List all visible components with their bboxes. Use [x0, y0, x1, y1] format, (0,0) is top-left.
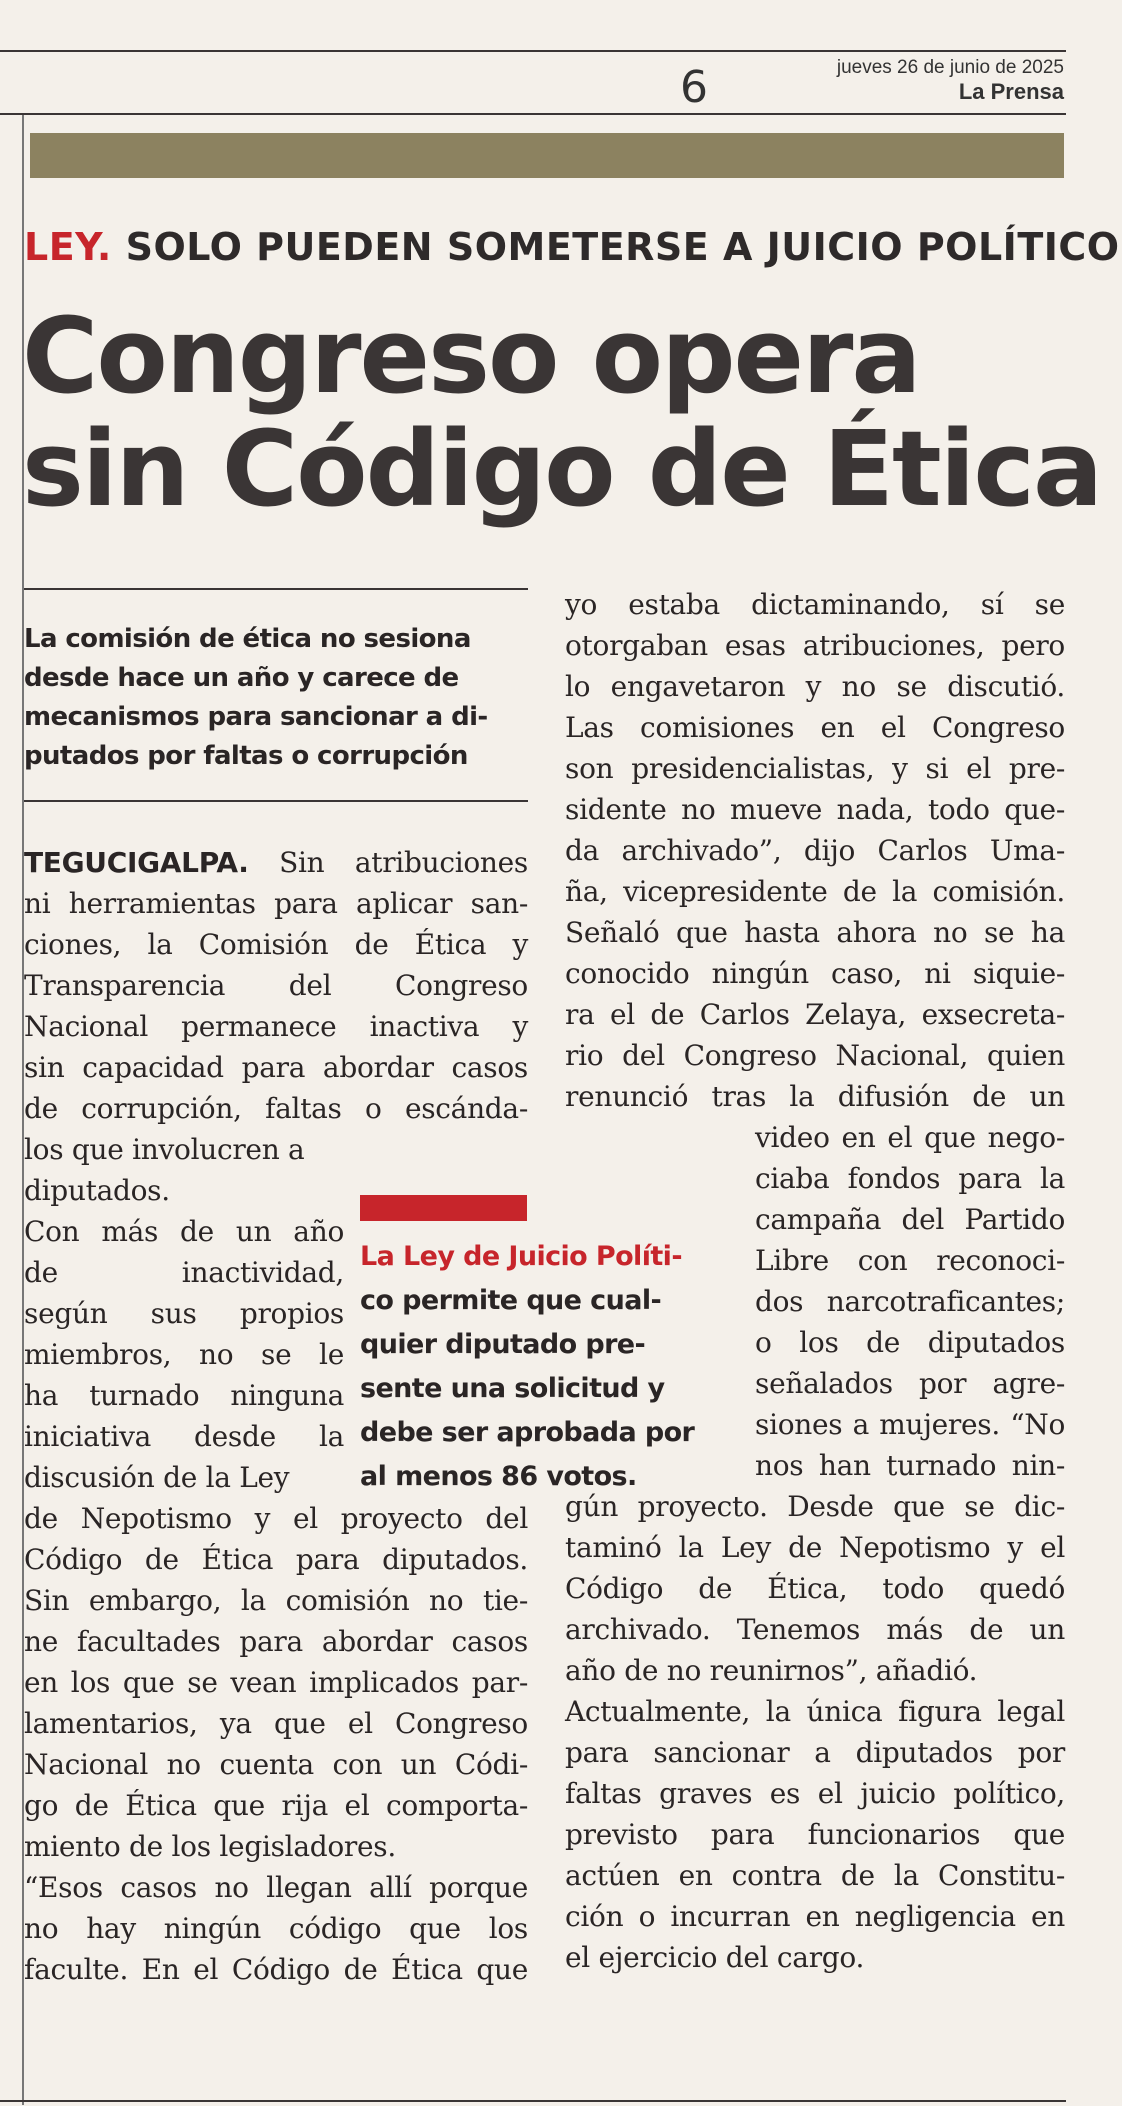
- header-top-rule: [0, 50, 1066, 52]
- dateline: TEGUCIGALPA.: [24, 846, 249, 879]
- body-line: sidente no mueve nada, todo que-: [565, 793, 1065, 826]
- body-line: siones a mujeres. “No: [755, 1408, 1065, 1441]
- body-line: de Nepotismo y el proyecto del: [24, 1502, 528, 1535]
- body-line: TEGUCIGALPA. Sin atribuciones: [24, 846, 528, 879]
- body-line: Actualmente, la única figura legal: [565, 1695, 1065, 1728]
- body-line: Señaló que hasta ahora no se ha: [565, 916, 1065, 949]
- body-line: para sancionar a diputados por: [565, 1736, 1065, 1769]
- pull-quote-highlight: La Ley de Juicio Políti-: [360, 1241, 682, 1272]
- lead-line: La comisión de ética no sesiona: [24, 624, 471, 654]
- body-line: faltas graves es el juicio político,: [565, 1777, 1065, 1810]
- section-color-band: [30, 133, 1064, 178]
- body-line: sin capacidad para abordar casos: [24, 1051, 528, 1084]
- body-line: según sus propios: [24, 1297, 344, 1330]
- issue-date: jueves 26 de junio de 2025: [836, 57, 1064, 78]
- body-line: en los que se vean implicados par-: [24, 1666, 528, 1699]
- paper-name: La Prensa: [958, 79, 1064, 104]
- body-line: diputados.: [24, 1174, 170, 1207]
- body-line: gún proyecto. Desde que se dic-: [565, 1490, 1065, 1523]
- body-line: rio del Congreso Nacional, quien: [565, 1039, 1065, 1072]
- body-line: yo estaba dictaminando, sí se: [565, 588, 1065, 621]
- footer-rule: [0, 2100, 1066, 2102]
- body-line: son presidencialistas, y si el pre-: [565, 752, 1065, 785]
- headline-line-2: sin Código de Ética: [22, 408, 1102, 530]
- body-line: otorgaban esas atribuciones, pero: [565, 629, 1065, 662]
- body-line: campaña del Partido: [755, 1203, 1065, 1236]
- body-line: el ejercicio del cargo.: [565, 1941, 865, 1974]
- headline-line-1: Congreso opera: [22, 295, 920, 417]
- body-line: ha turnado ninguna: [24, 1379, 344, 1412]
- body-line: “Esos casos no llegan allí porque: [24, 1871, 528, 1904]
- body-line: actúen en contra de la Constitu-: [565, 1859, 1065, 1892]
- pull-quote-line: quier diputado pre-: [360, 1329, 646, 1360]
- body-line: miembros, no se le: [24, 1338, 344, 1371]
- body-line: archivado. Tenemos más de un: [565, 1613, 1065, 1646]
- body-line: dos narcotraficantes;: [755, 1285, 1065, 1318]
- body-line: ción o incurran en negligencia en: [565, 1900, 1065, 1933]
- body-line: los que involucren a: [24, 1133, 305, 1166]
- lead-line: mecanismos para sancionar a di-: [24, 702, 488, 732]
- body-line: Sin embargo, la comisión no tie-: [24, 1584, 528, 1617]
- body-line: faculte. En el Código de Ética que: [24, 1953, 528, 1986]
- header-bottom-rule: [0, 113, 1066, 115]
- body-line: go de Ética que rija el comporta-: [24, 1789, 528, 1822]
- body-line: previsto para funcionarios que: [565, 1818, 1065, 1851]
- body-line: no hay ningún código que los: [24, 1912, 528, 1945]
- body-line: Con más de un año: [24, 1215, 344, 1248]
- body-line: año de no reunirnos”, añadió.: [565, 1654, 978, 1687]
- body-line: da archivado”, dijo Carlos Uma-: [565, 834, 1065, 867]
- body-line: lo engavetaron y no se discutió.: [565, 670, 1065, 703]
- body-line: Libre con reconoci-: [755, 1244, 1065, 1277]
- body-line: ra el de Carlos Zelaya, exsecreta-: [565, 998, 1065, 1031]
- body-line: ciaba fondos para la: [755, 1162, 1065, 1195]
- body-line: Transparencia del Congreso: [24, 969, 528, 1002]
- body-line: ña, vicepresidente de la comisión.: [565, 875, 1065, 908]
- body-line: Nacional no cuenta con un Códi-: [24, 1748, 528, 1781]
- pull-quote-line: al menos 86 votos.: [360, 1461, 637, 1492]
- body-column-2: [565, 584, 1065, 1978]
- body-line: de inactividad,: [24, 1256, 344, 1289]
- pull-quote-line: debe ser aprobada por: [360, 1417, 695, 1448]
- body-line: ni herramientas para aplicar san-: [24, 887, 528, 920]
- lead-bottom-rule: [24, 800, 528, 802]
- body-line: Las comisiones en el Congreso: [565, 711, 1065, 744]
- pull-quote-line: co permite que cual-: [360, 1285, 662, 1316]
- body-line: Código de Ética para diputados.: [24, 1543, 528, 1576]
- lead-top-rule: [24, 588, 528, 590]
- body-line: conocido ningún caso, ni siquie-: [565, 957, 1065, 990]
- body-line: Nacional permanece inactiva y: [24, 1010, 528, 1043]
- pull-quote-line: sente una solicitud y: [360, 1373, 665, 1404]
- body-line: video en el que nego-: [755, 1121, 1065, 1154]
- body-line: ciones, la Comisión de Ética y: [24, 928, 528, 961]
- body-line: discusión de la Ley: [24, 1461, 290, 1494]
- body-line: Código de Ética, todo quedó: [565, 1572, 1065, 1605]
- body-line: lamentarios, ya que el Congreso: [24, 1707, 528, 1740]
- body-line: iniciativa desde la: [24, 1420, 344, 1453]
- kicker-text: SOLO PUEDEN SOMETERSE A JUICIO POLÍTICO: [125, 225, 1120, 269]
- lead-line: desde hace un año y carece de: [24, 663, 459, 693]
- body-line: o los de diputados: [755, 1326, 1065, 1359]
- body-line: ne facultades para abordar casos: [24, 1625, 528, 1658]
- page-number: 6: [680, 62, 708, 113]
- body-line: nos han turnado nin-: [755, 1449, 1065, 1482]
- kicker: [24, 225, 1120, 269]
- body-line: taminó la Ley de Nepotismo y el: [565, 1531, 1065, 1564]
- body-line: miento de los legisladores.: [24, 1830, 396, 1863]
- header-meta: [837, 56, 1064, 104]
- headline: [22, 295, 1102, 530]
- lead-summary: [24, 620, 524, 776]
- pull-quote-marker: [360, 1195, 527, 1221]
- lead-line: putados por faltas o corrupción: [24, 741, 468, 771]
- body-line: de corrupción, faltas o escánda-: [24, 1092, 528, 1125]
- body-line: señalados por agre-: [755, 1367, 1065, 1400]
- body-line: renunció tras la difusión de un: [565, 1080, 1065, 1113]
- kicker-label: LEY.: [24, 225, 112, 269]
